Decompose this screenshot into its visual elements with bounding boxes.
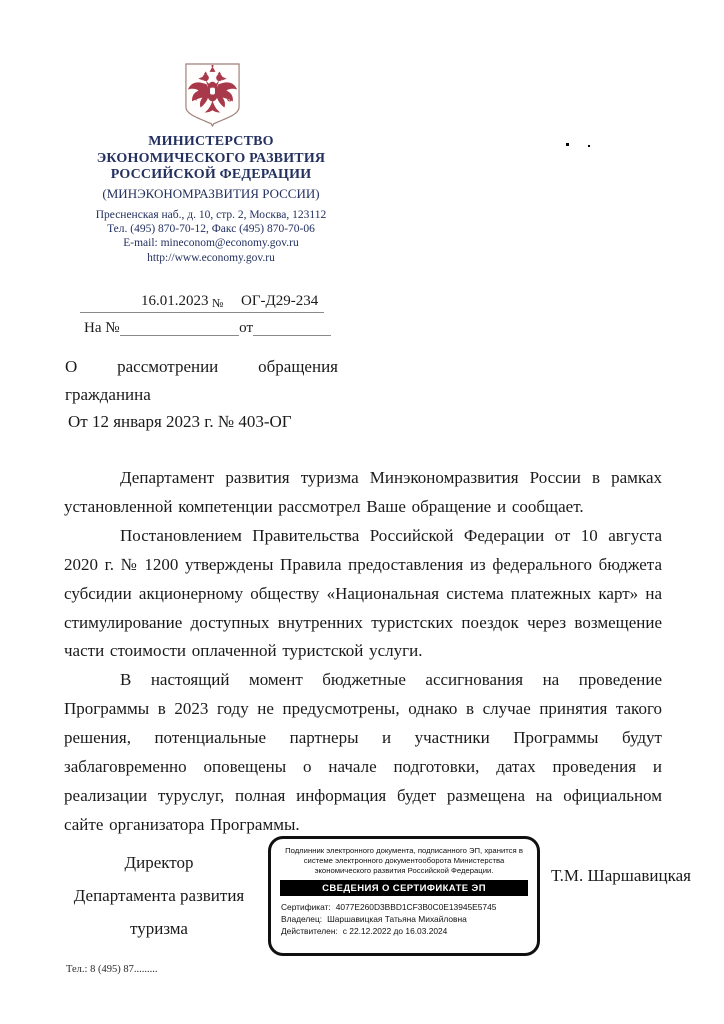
digital-signature-stamp: [268, 836, 540, 956]
scan-artifact-dot: [588, 145, 590, 147]
certificate-number-row: [281, 902, 531, 914]
signer-position-line: Директор: [124, 853, 194, 872]
subject-incoming-ref: От 12 января 2023 г. № 403-ОГ: [68, 412, 292, 431]
coat-of-arms-emblem: [182, 60, 243, 129]
incoming-date-blank: [253, 320, 331, 336]
certificate-number: 4077E260D3BBD1CF3B0C0E13945E5745: [335, 902, 497, 913]
subject-block: [65, 353, 338, 436]
certificate-validity-row: [281, 926, 531, 938]
ot-label: от: [239, 320, 253, 336]
validity-label: Действителен:: [281, 925, 338, 936]
letterhead-ministry-name: [80, 134, 342, 202]
certificate-info-bar: СВЕДЕНИЯ О СЕРТИФИКАТЕ ЭП: [280, 880, 528, 896]
signer-position-line: туризма: [130, 919, 188, 938]
validity-dates: с 22.12.2022 до 16.03.2024: [342, 925, 448, 936]
body-paragraph: В настоящий момент бюджетные ассигнования на проведение Программы в 2023 году не предусмотрены, однако в случае принятия такого решения, потенциальные партнеры и участники Программы будут заблаговременно оповещены о начале подготовки, датах проведения и реализации туруслуг, полная информация будет размещена на официальном сайте организатора Программы.: [64, 670, 662, 834]
outgoing-reference-row: [80, 291, 324, 313]
signer-name: Т.М. Шаршавицкая: [551, 866, 691, 885]
ministry-short-name: (МИНЭКОНОМРАЗВИТИЯ РОССИИ): [102, 185, 320, 201]
website-line: http://www.economy.gov.ru: [147, 251, 275, 264]
incoming-number-blank: [120, 320, 240, 336]
letter-body: [64, 464, 662, 840]
certificate-label: Сертификат:: [281, 902, 331, 913]
stamp-header-text: Подлинник электронного документа, подписанного ЭП, хранится в системе электронного документооборота Министерства экономического развития Российской Федерации.: [285, 846, 523, 875]
scan-artifact-dot: [566, 143, 569, 146]
body-paragraph: Департамент развития туризма Минэкономразвития России в рамках установленной компетенции рассмотрел Ваше обращение и сообщает.: [64, 468, 662, 516]
na-no-label: На №: [84, 320, 120, 336]
incoming-reference-row: [84, 319, 331, 336]
phone-fax-line: Тел. (495) 870-70-12, Факс (495) 870-70-06: [107, 223, 315, 236]
ministry-line: РОССИЙСКОЙ ФЕДЕРАЦИИ: [110, 167, 312, 182]
signer-position: [68, 846, 250, 945]
subject-line: О рассмотрении обращения: [65, 357, 338, 376]
double-headed-eagle-icon: [182, 60, 243, 129]
letterhead-contact-block: [76, 208, 346, 265]
email-line: E-mail: mineconom@economy.gov.ru: [123, 237, 299, 250]
ministry-line: МИНИСТЕРСТВО: [148, 134, 274, 149]
ministry-line: ЭКОНОМИЧЕСКОГО РАЗВИТИЯ: [96, 150, 326, 166]
subject-line: гражданина: [65, 384, 151, 404]
owner-name: Шаршавицкая Татьяна Михайловна: [327, 914, 467, 925]
body-paragraph: Постановлением Правительства Российской Федерации от 10 августа 2020 г. № 1200 утверждены Правила предоставления из федерального бюджета субсидии акционерному обществу «Национальная система платежных карт» на стимулирование доступных внутренних туристских поездок через возмещение части стоимости оплаченной туристской услуги.: [64, 525, 662, 661]
certificate-details: [271, 896, 537, 937]
signer-position-line: Департамента развития: [73, 886, 245, 905]
address-line: Пресненская наб., д. 10, стр. 2, Москва, 123112: [95, 209, 327, 221]
letter-date: 16.01.2023: [141, 293, 209, 309]
letter-number: ОГ-Д29-234: [241, 293, 319, 309]
owner-label: Владелец:: [281, 914, 323, 925]
certificate-owner-row: [281, 914, 531, 926]
footer-phone: Тел.: 8 (495) 87.........: [66, 964, 158, 975]
number-sign: №: [212, 296, 224, 310]
